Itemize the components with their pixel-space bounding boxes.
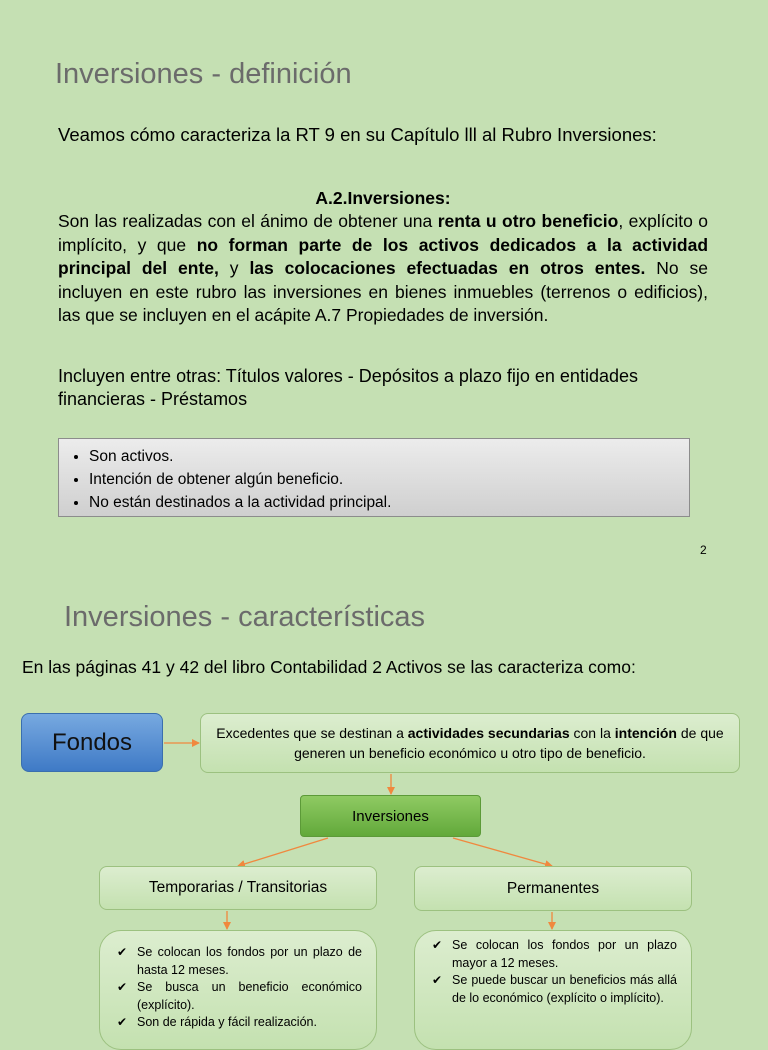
excedentes-box bbox=[200, 713, 740, 773]
permanentes-item bbox=[429, 937, 677, 972]
page-number: 2 bbox=[700, 543, 707, 557]
excedentes-text: Excedentes que se destinan a bbox=[216, 725, 408, 741]
temporarias-item bbox=[114, 979, 362, 1014]
temporarias-item bbox=[114, 944, 362, 979]
definition-text: , explícito o implícito, y que bbox=[58, 211, 708, 255]
temporarias-box: Temporarias / Transitorias bbox=[99, 866, 377, 910]
definition-bold: no forman parte de los activos dedicados a la actividad principal del ente, bbox=[58, 234, 709, 278]
check-icon: ✔ bbox=[432, 938, 443, 952]
definition-bold: renta u otro beneficio bbox=[437, 211, 619, 231]
slide-title-definicion: Inversiones - definición bbox=[55, 58, 352, 90]
temporarias-item-text: Se colocan los fondos por un plazo de hasta 12 meses. bbox=[137, 945, 362, 977]
excedentes-text: de que generen un beneficio económico u otro tipo de beneficio. bbox=[294, 725, 724, 761]
arrow-inversiones-temporarias bbox=[238, 838, 328, 866]
definition-bold: las colocaciones efectuadas en otros entes. bbox=[249, 258, 646, 278]
permanentes-box: Permanentes bbox=[414, 866, 692, 911]
permanentes-detail-box bbox=[414, 930, 692, 1050]
check-icon: ✔ bbox=[432, 973, 443, 987]
summary-bullet: • Intención de obtener algún beneficio. bbox=[89, 468, 681, 491]
check-icon: ✔ bbox=[117, 1015, 128, 1029]
includes-text: Incluyen entre otras: Títulos valores - Depósitos a plazo fijo en entidades financieras - Préstamos bbox=[58, 366, 638, 409]
slide-title-caracteristicas: Inversiones - características bbox=[64, 601, 426, 633]
arrow-inversiones-permanentes bbox=[453, 838, 552, 866]
permanentes-item-text: Se puede buscar un beneficios más allá de lo económico (explícito o implícito). bbox=[452, 973, 677, 1005]
check-icon: ✔ bbox=[117, 945, 128, 959]
check-icon: ✔ bbox=[117, 980, 128, 994]
section-heading: A.2.Inversiones: bbox=[315, 188, 451, 208]
excedentes-bold: intención bbox=[614, 725, 677, 741]
temporarias-item-text: Se busca un beneficio económico (explícito). bbox=[137, 980, 362, 1012]
definition-text: No se incluyen en este rubro las inversiones en bienes inmuebles (terrenos o edificios), las que se incluyen en el acápite A.7 Propiedades de inversión. bbox=[58, 258, 709, 325]
fondos-box: Fondos bbox=[21, 713, 163, 772]
temporarias-item-text: Son de rápida y fácil realización. bbox=[137, 1015, 317, 1029]
temporarias-item bbox=[114, 1014, 362, 1032]
excedentes-text: con la bbox=[569, 725, 615, 741]
intro-text: Veamos cómo caracteriza la RT 9 en su Capítulo lll al Rubro Inversiones: bbox=[58, 124, 657, 145]
temporarias-detail-box bbox=[99, 930, 377, 1050]
permanentes-item bbox=[429, 972, 677, 1007]
summary-bullet: • Son activos. bbox=[89, 445, 681, 468]
intro-text-2: En las páginas 41 y 42 del libro Contabilidad 2 Activos se las caracteriza como: bbox=[22, 657, 636, 677]
inversiones-box: Inversiones bbox=[300, 795, 481, 837]
permanentes-item-text: Se colocan los fondos por un plazo mayor a 12 meses. bbox=[452, 938, 677, 970]
summary-bullet: • No están destinados a la actividad principal. bbox=[89, 491, 681, 514]
excedentes-bold: actividades secundarias bbox=[407, 725, 570, 741]
definition-text: Son las realizadas con el ánimo de obtener una bbox=[58, 211, 438, 231]
definition-text: y bbox=[218, 258, 250, 278]
